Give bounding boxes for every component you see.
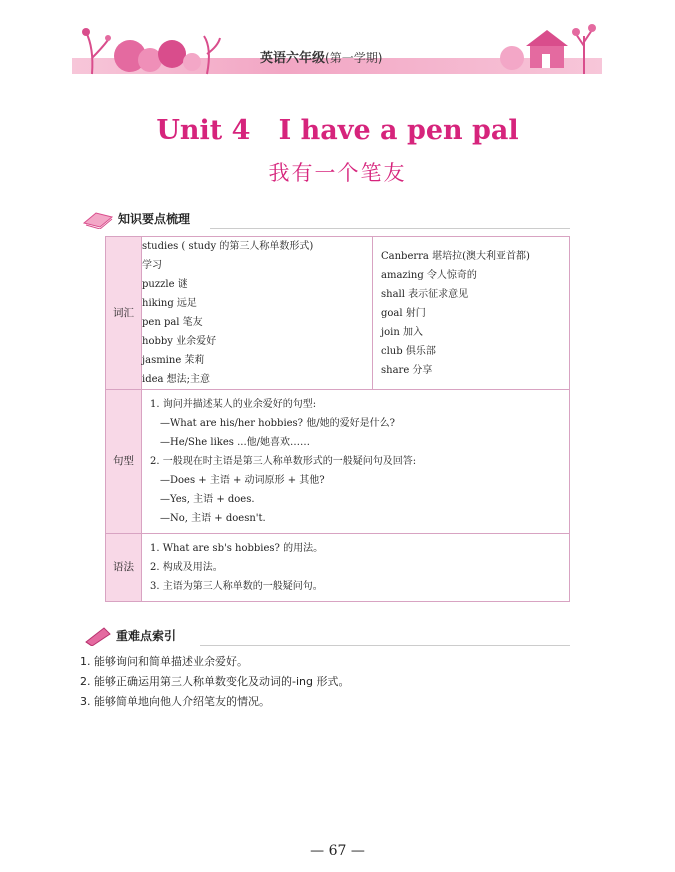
vocab-item: pen pal 笔友 <box>142 317 203 328</box>
grammar-line: 2. 构成及用法。 <box>150 562 223 573</box>
book-title-text: 英语六年级 <box>260 51 326 66</box>
sentence-label: 句型 <box>106 390 142 534</box>
pen-icon <box>82 624 112 646</box>
unit-name: I have a pen pal <box>278 115 519 146</box>
vocab-item: share 分享 <box>381 365 433 376</box>
knowledge-section-heading <box>82 206 190 230</box>
vocab-item: club 俱乐部 <box>381 346 436 357</box>
vocab-item: hiking 远足 <box>142 298 197 309</box>
keypoints-list <box>80 652 349 712</box>
unit-subtitle: 我有一个笔友 <box>268 161 407 185</box>
page-number: — 67 — <box>310 843 365 859</box>
vocab-item: puzzle 谜 <box>142 279 188 290</box>
section-divider <box>200 645 570 646</box>
keypoint-item: 1. 能够询问和简单描述业余爱好。 <box>80 655 248 668</box>
section-divider <box>210 228 570 229</box>
sentence-line: —What are his/her hobbies? 他/她的爱好是什么? <box>160 418 395 429</box>
vocab-item: jasmine 茉莉 <box>142 355 205 366</box>
vocab-item: amazing 令人惊奇的 <box>381 270 477 281</box>
sentence-line: 1. 询问并描述某人的业余爱好的句型: <box>150 399 317 410</box>
keypoint-item: 2. 能够正确运用第三人称单数变化及动词的-ing 形式。 <box>80 675 350 688</box>
knowledge-section-label: 知识要点梳理 <box>118 211 191 226</box>
header-banner <box>72 18 602 78</box>
house-decoration-icon <box>492 18 602 76</box>
knowledge-table <box>105 236 570 602</box>
flower-decoration-icon <box>72 18 222 76</box>
vocab-left-column <box>142 237 372 389</box>
unit-label: Unit 4 <box>156 115 251 146</box>
sentence-row <box>106 390 570 534</box>
vocab-item: join 加入 <box>381 327 423 338</box>
sentence-line: —Yes, 主语 + does. <box>160 494 255 505</box>
keypoints-section-label: 重难点索引 <box>116 628 177 643</box>
sentence-line: —He/She likes ...他/她喜欢…… <box>160 437 310 448</box>
vocab-item: Canberra 堪培拉(澳大利亚首都) <box>381 251 530 262</box>
vocab-right-column <box>372 237 569 389</box>
book-title <box>260 47 382 66</box>
keypoint-item: 3. 能够简单地向他人介绍笔友的情况。 <box>80 695 270 708</box>
book-icon <box>82 207 114 229</box>
keypoints-section-heading <box>82 623 176 647</box>
grammar-line: 1. What are sb's hobbies? 的用法。 <box>150 543 324 554</box>
sentence-line: —No, 主语 + doesn't. <box>160 513 266 524</box>
grammar-row <box>106 534 570 602</box>
vocab-row <box>106 237 570 390</box>
vocab-item: idea 想法;主意 <box>142 374 211 385</box>
sentence-line: 2. 一般现在时主语是第三人称单数形式的一般疑问句及回答: <box>150 456 417 467</box>
vocab-item: studies ( study 的第三人称单数形式) <box>142 241 314 252</box>
vocab-item: goal 射门 <box>381 308 426 319</box>
unit-title <box>0 115 675 146</box>
sentence-line: —Does + 主语 + 动词原形 + 其他? <box>160 475 325 486</box>
grammar-line: 3. 主语为第三人称单数的一般疑问句。 <box>150 581 323 592</box>
grammar-label: 语法 <box>106 534 142 602</box>
vocab-item: shall 表示征求意见 <box>381 289 469 300</box>
vocab-item: hobby 业余爱好 <box>142 336 217 347</box>
vocab-item: 学习 <box>142 260 162 271</box>
semester-text: (第一学期) <box>325 51 383 65</box>
vocab-label: 词汇 <box>106 237 142 390</box>
